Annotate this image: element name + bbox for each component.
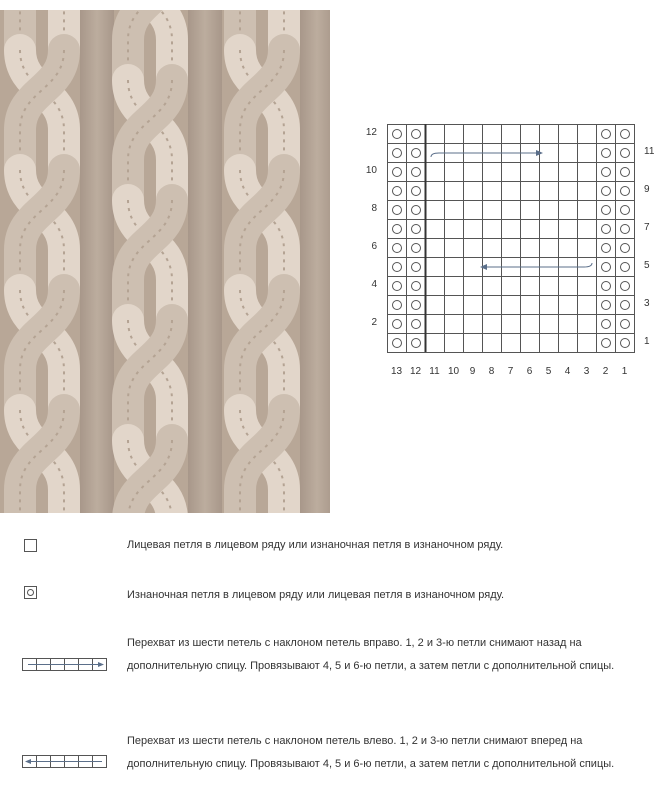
chart-cell-knit	[559, 239, 578, 258]
chart-cell-knit	[540, 163, 559, 182]
chart-cell-knit	[578, 163, 597, 182]
chart-cell-knit	[445, 220, 464, 239]
chart-cell-knit	[521, 220, 540, 239]
chart-cell-knit	[521, 201, 540, 220]
chart-cell-knit	[445, 163, 464, 182]
row-number: 3	[644, 298, 650, 309]
chart-cell-purl	[388, 277, 407, 296]
chart-cell-purl	[616, 334, 635, 353]
chart-cell-knit	[464, 163, 483, 182]
chart-cell-purl	[597, 258, 616, 277]
chart-cell-purl	[407, 220, 426, 239]
chart-cell-knit	[559, 125, 578, 144]
row-number: 7	[644, 222, 650, 233]
column-number: 12	[409, 366, 422, 377]
chart-cell-purl	[388, 220, 407, 239]
chart-cell-knit	[578, 315, 597, 334]
chart-cell-purl	[597, 239, 616, 258]
chart-cell-knit	[502, 125, 521, 144]
chart-cell-purl	[388, 239, 407, 258]
row-number: 9	[644, 184, 650, 195]
chart-cell-knit	[502, 277, 521, 296]
row-number: 8	[371, 203, 377, 214]
chart-cell-purl	[407, 125, 426, 144]
chart-cell-knit	[578, 239, 597, 258]
knitting-chart	[355, 118, 655, 388]
cable-right-symbol-icon	[22, 658, 110, 672]
row-number: 11	[644, 146, 655, 157]
chart-cell-purl	[388, 125, 407, 144]
chart-cell-purl	[388, 334, 407, 353]
chart-cell-purl	[597, 334, 616, 353]
chart-cell-purl	[388, 163, 407, 182]
chart-cell-knit	[426, 125, 445, 144]
chart-cell-purl	[407, 201, 426, 220]
chart-cell-knit	[483, 125, 502, 144]
chart-cell-knit	[521, 125, 540, 144]
chart-cell-knit	[483, 220, 502, 239]
chart-cell-knit	[445, 258, 464, 277]
row-number: 5	[644, 260, 650, 271]
chart-cell-knit	[521, 315, 540, 334]
chart-cell-purl	[407, 277, 426, 296]
chart-cell-knit	[502, 163, 521, 182]
chart-cell-knit	[426, 201, 445, 220]
chart-cell-purl	[407, 182, 426, 201]
chart-cell-purl	[407, 163, 426, 182]
chart-cell-purl	[597, 144, 616, 163]
row-number: 6	[371, 241, 377, 252]
knit-symbol-icon	[24, 539, 38, 553]
row-number: 2	[371, 317, 377, 328]
column-number: 1	[621, 366, 628, 377]
chart-cell-purl	[616, 239, 635, 258]
chart-cell-knit	[578, 182, 597, 201]
chart-cell-purl	[616, 144, 635, 163]
chart-cell-knit	[540, 296, 559, 315]
purl-symbol-icon	[24, 586, 38, 600]
chart-cell-knit	[578, 201, 597, 220]
purl-label: Изнаночная петля в лицевом ряду или лицевая петля в изнаночном ряду.	[127, 589, 505, 601]
chart-cell-knit	[483, 334, 502, 353]
chart-cell-knit	[502, 296, 521, 315]
chart-cell-knit	[483, 239, 502, 258]
chart-cell-purl	[388, 182, 407, 201]
chart-cell-knit	[502, 239, 521, 258]
chart-cell-purl	[616, 125, 635, 144]
chart-cell-knit	[521, 239, 540, 258]
chart-cell-knit	[464, 125, 483, 144]
chart-cell-purl	[597, 315, 616, 334]
chart-cell-knit	[426, 315, 445, 334]
chart-cell-knit	[445, 201, 464, 220]
column-number: 9	[469, 366, 476, 377]
chart-cell-purl	[616, 296, 635, 315]
chart-cell-knit	[521, 296, 540, 315]
chart-cell-purl	[407, 239, 426, 258]
column-number: 4	[564, 366, 571, 377]
column-number: 6	[526, 366, 533, 377]
chart-cell-purl	[407, 144, 426, 163]
chart-cell-knit	[578, 144, 597, 163]
chart-cell-knit	[559, 144, 578, 163]
chart-cell-purl	[616, 258, 635, 277]
chart-cell-knit	[445, 334, 464, 353]
chart-cell-knit	[540, 201, 559, 220]
chart-cell-purl	[616, 315, 635, 334]
chart-cell-knit	[559, 277, 578, 296]
chart-cell-knit	[502, 201, 521, 220]
chart-cell-knit	[445, 239, 464, 258]
chart-cell-knit	[578, 296, 597, 315]
chart-cell-knit	[464, 220, 483, 239]
chart-cell-purl	[388, 201, 407, 220]
chart-cell-purl	[597, 277, 616, 296]
legend-cable-right	[0, 630, 671, 702]
column-number: 10	[447, 366, 460, 377]
chart-cell-knit	[540, 220, 559, 239]
chart-cell-knit	[578, 277, 597, 296]
chart-cell-knit	[540, 125, 559, 144]
purl-column	[188, 10, 222, 513]
row-number: 10	[365, 165, 377, 176]
chart-cell-knit	[559, 334, 578, 353]
chart-cell-knit	[464, 315, 483, 334]
column-number: 8	[488, 366, 495, 377]
chart-cell-knit	[540, 334, 559, 353]
chart-cell-purl	[616, 182, 635, 201]
chart-cell-knit	[540, 277, 559, 296]
column-number: 11	[429, 366, 440, 377]
chart-cell-purl	[597, 296, 616, 315]
chart-cell-purl	[407, 315, 426, 334]
row-number: 12	[365, 127, 377, 138]
chart-cell-knit	[483, 277, 502, 296]
column-number: 13	[390, 366, 403, 377]
chart-cell-knit	[502, 334, 521, 353]
chart-cell-knit	[464, 334, 483, 353]
chart-cell-knit	[502, 315, 521, 334]
chart-cell-purl	[388, 296, 407, 315]
chart-cell-knit	[559, 163, 578, 182]
column-number: 3	[583, 366, 590, 377]
chart-cell-knit	[483, 201, 502, 220]
chart-cell-purl	[597, 182, 616, 201]
chart-cell-knit	[559, 220, 578, 239]
chart-cell-purl	[597, 201, 616, 220]
chart-cell-knit	[426, 163, 445, 182]
chart-cell-knit	[464, 277, 483, 296]
cable-left-label: Перехват из шести петель с наклоном петель влево. 1, 2 и 3-ю петли снимают вперед на дополнительную спицу. Провязывают 4, 5 и 6-ю петли, а затем петли с дополнительной спицы.	[127, 735, 615, 770]
chart-cell-knit	[502, 182, 521, 201]
chart-cell-knit	[559, 201, 578, 220]
chart-cell-purl	[597, 220, 616, 239]
chart-cell-purl	[388, 144, 407, 163]
chart-grid	[355, 118, 655, 388]
chart-cell-knit	[483, 296, 502, 315]
row-number: 1	[644, 336, 650, 347]
knit-label: Лицевая петля в лицевом ряду или изнаночная петля в изнаночном ряду.	[127, 539, 504, 551]
chart-cell-knit	[426, 258, 445, 277]
chart-cell-purl	[407, 334, 426, 353]
chart-cell-purl	[388, 315, 407, 334]
chart-cell-knit	[521, 182, 540, 201]
chart-cell-knit	[464, 182, 483, 201]
chart-cell-knit	[445, 277, 464, 296]
knitted-cable-photo	[0, 10, 330, 513]
chart-cell-knit	[578, 334, 597, 353]
column-number: 2	[602, 366, 609, 377]
chart-cell-knit	[578, 220, 597, 239]
chart-cell-knit	[445, 296, 464, 315]
chart-cell-knit	[521, 277, 540, 296]
chart-cell-knit	[540, 315, 559, 334]
legend-knit	[0, 532, 671, 560]
chart-cell-purl	[616, 163, 635, 182]
chart-cell-knit	[445, 315, 464, 334]
chart-cell-purl	[616, 201, 635, 220]
chart-cell-purl	[407, 258, 426, 277]
chart-cell-knit	[445, 125, 464, 144]
chart-cell-knit	[540, 182, 559, 201]
purl-column	[80, 10, 114, 513]
chart-cell-knit	[540, 239, 559, 258]
chart-cell-knit	[426, 296, 445, 315]
column-number: 7	[507, 366, 514, 377]
legend-purl	[0, 582, 671, 610]
cable-texture	[0, 10, 330, 513]
purl-column	[300, 10, 330, 513]
chart-cell-knit	[483, 315, 502, 334]
cable-right-label: Перехват из шести петель с наклоном петель вправо. 1, 2 и 3-ю петли снимают назад на дополнительную спицу. Провязывают 4, 5 и 6-ю петли, а затем петли с дополнительной спицы.	[127, 637, 615, 672]
chart-cell-knit	[502, 220, 521, 239]
chart-cell-knit	[559, 182, 578, 201]
chart-cell-knit	[464, 239, 483, 258]
chart-cell-knit	[483, 163, 502, 182]
chart-cell-knit	[426, 182, 445, 201]
chart-cell-knit	[483, 182, 502, 201]
row-number: 4	[371, 279, 377, 290]
chart-cell-purl	[616, 220, 635, 239]
chart-cell-knit	[426, 239, 445, 258]
chart-cell-knit	[521, 334, 540, 353]
chart-cell-knit	[426, 334, 445, 353]
legend-cable-left	[0, 728, 671, 800]
column-number: 5	[545, 366, 552, 377]
chart-cell-knit	[426, 277, 445, 296]
chart-cell-knit	[578, 125, 597, 144]
chart-cell-purl	[388, 258, 407, 277]
chart-cell-knit	[559, 315, 578, 334]
chart-cell-purl	[597, 163, 616, 182]
chart-cell-knit	[464, 296, 483, 315]
chart-cell-purl	[597, 125, 616, 144]
chart-cell-knit	[464, 201, 483, 220]
chart-cell-knit	[445, 182, 464, 201]
chart-cell-purl	[407, 296, 426, 315]
chart-cell-knit	[559, 296, 578, 315]
chart-cell-purl	[616, 277, 635, 296]
chart-cell-knit	[521, 163, 540, 182]
chart-cell-knit	[426, 220, 445, 239]
chart-cell-knit	[464, 258, 483, 277]
cable-left-symbol-icon	[22, 755, 110, 769]
